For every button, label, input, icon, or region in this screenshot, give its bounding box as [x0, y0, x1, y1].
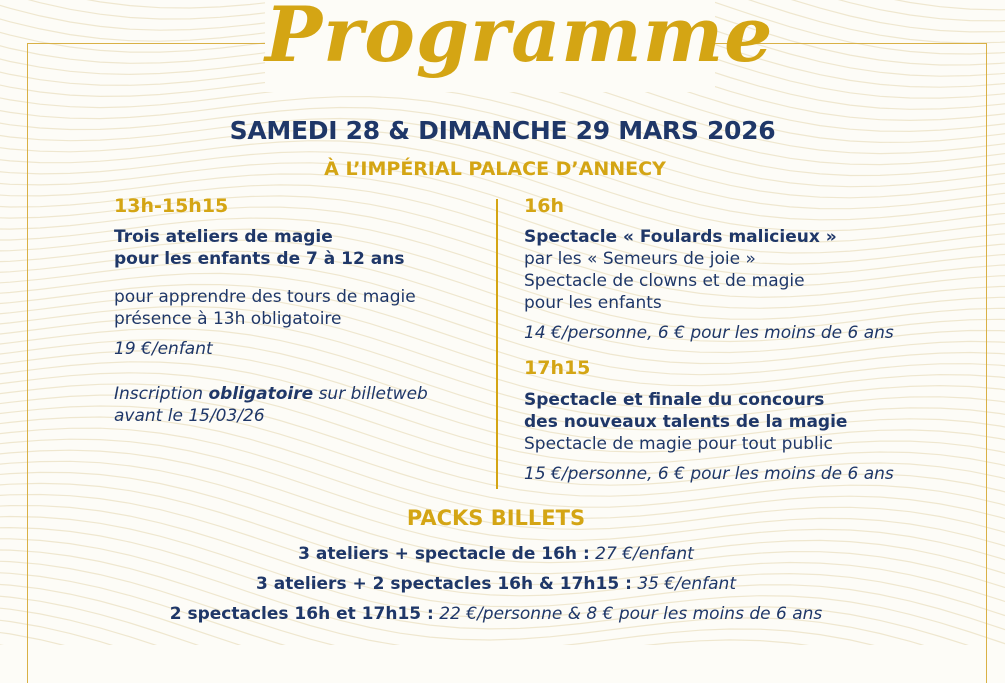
event-date: SAMEDI 28 & DIMANCHE 29 MARS 2026: [229, 116, 776, 145]
show1-time: 16h: [524, 195, 564, 217]
workshop-price: 19 €/enfant: [114, 339, 213, 359]
workshop-heading-line1: Trois ateliers de magie: [114, 227, 333, 247]
column-divider: [496, 199, 498, 489]
workshop-time: 13h-15h15: [114, 195, 229, 217]
show2-time: 17h15: [524, 357, 591, 379]
pack-item: 2 spectacles 16h et 17h15 : 22 €/personne & 8 € pour les moins de 6 ans: [169, 604, 823, 624]
registration-deadline: avant le 15/03/26: [114, 406, 265, 426]
show1-line1: par les « Semeurs de joie »: [524, 249, 756, 269]
show1-line3: pour les enfants: [524, 293, 662, 313]
pack-item: 3 ateliers + spectacle de 16h : 27 €/enfant: [298, 544, 694, 564]
registration-note: Inscription obligatoire sur billetweb: [114, 384, 428, 404]
event-venue: À L’IMPÉRIAL PALACE D’ANNECY: [324, 158, 666, 180]
registration-required-emphasis: obligatoire: [208, 384, 314, 404]
show2-heading-line2: des nouveaux talents de la magie: [524, 412, 848, 432]
show1-price: 14 €/personne, 6 € pour les moins de 6 ans: [524, 323, 894, 343]
page-title: Programme: [265, 0, 715, 92]
show2-price: 15 €/personne, 6 € pour les moins de 6 ans: [524, 464, 894, 484]
workshop-heading-line2: pour les enfants de 7 à 12 ans: [114, 249, 405, 269]
packs-title: PACKS BILLETS: [406, 506, 586, 530]
workshop-desc-line1: pour apprendre des tours de magie: [114, 287, 416, 307]
show1-line2: Spectacle de clowns et de magie: [524, 271, 805, 291]
show2-heading-line1: Spectacle et finale du concours: [524, 390, 825, 410]
show1-heading: Spectacle « Foulards malicieux »: [524, 227, 837, 247]
show2-line1: Spectacle de magie pour tout public: [524, 434, 833, 454]
workshop-desc-line2: présence à 13h obligatoire: [114, 309, 342, 329]
pack-item: 3 ateliers + 2 spectacles 16h & 17h15 : 35 €/enfant: [256, 574, 736, 594]
